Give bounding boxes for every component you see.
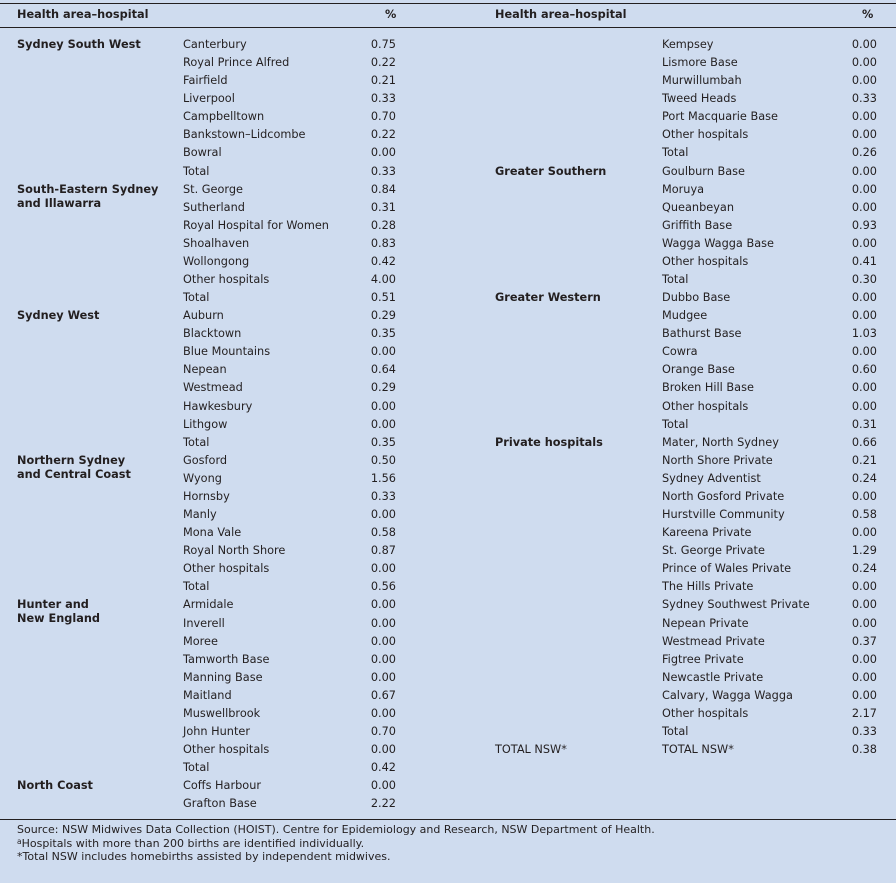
table-row <box>448 687 896 705</box>
hospital-name: Murwillumbah <box>662 74 742 88</box>
source-note: Source: NSW Midwives Data Collection (HOIST). Centre for Epidemiology and Research, NSW Department of Health. <box>17 823 655 836</box>
percent-value: 0.24 <box>851 562 877 576</box>
table-row <box>448 542 896 560</box>
hospital-name: Fairfield <box>183 74 228 88</box>
percent-value: 0.00 <box>851 164 877 178</box>
table-row <box>448 560 896 578</box>
hospital-name: Canterbury <box>183 38 247 51</box>
table-row <box>448 199 896 217</box>
table-row <box>448 271 896 289</box>
table-row <box>0 506 448 524</box>
hospital-name: Grafton Base <box>183 797 257 811</box>
percent-value: 0.00 <box>851 489 877 503</box>
health-area <box>495 163 606 179</box>
health-area-line: and Illawarra <box>17 196 102 210</box>
percent-value: 1.56 <box>370 471 396 485</box>
hospital-name: The Hills Private <box>662 580 754 594</box>
left-column <box>0 36 448 813</box>
percent-value: 0.21 <box>370 74 396 88</box>
table-row <box>448 578 896 596</box>
health-area <box>495 434 603 450</box>
hospital-name: Other hospitals <box>662 254 749 268</box>
footer-rule <box>0 819 896 820</box>
table-row <box>448 633 896 651</box>
percent-value: 0.58 <box>370 526 396 540</box>
hospital-name: Goulburn Base <box>662 164 746 178</box>
table-row <box>448 126 896 144</box>
table-row <box>448 235 896 253</box>
table-row <box>448 36 896 54</box>
hospital-name: Prince of Wales Private <box>662 562 792 576</box>
hospital-name: Muswellbrook <box>183 706 261 720</box>
table-row <box>448 452 896 470</box>
percent-value: 0.37 <box>851 634 877 648</box>
hospital-name: North Shore Private <box>662 453 773 467</box>
hospital-name: Inverell <box>183 616 225 630</box>
hospital-name: Bankstown–Lidcombe <box>183 128 306 142</box>
percent-value: 0.31 <box>851 417 877 431</box>
percent-value: 0.56 <box>370 580 396 594</box>
percent-value: 0.00 <box>851 345 877 359</box>
header-right-label: Health area–hospital <box>495 8 627 21</box>
hospital-name: Royal Hospital for Women <box>183 218 329 232</box>
health-area-line: Hunter and <box>17 598 89 612</box>
health-area-line: Greater Western <box>495 291 601 305</box>
right-column <box>448 36 896 759</box>
hospital-name: Wollongong <box>183 254 250 268</box>
percent-value: 0.83 <box>370 236 396 250</box>
health-area <box>495 289 601 305</box>
table-row <box>448 325 896 343</box>
hospital-name: St. George <box>183 182 243 196</box>
table-row <box>0 54 448 72</box>
health-area <box>17 307 99 323</box>
percent-value: 0.33 <box>370 164 396 178</box>
percent-value: 0.00 <box>370 598 396 612</box>
percent-value: 0.26 <box>851 146 877 160</box>
percent-value: 0.33 <box>851 724 877 738</box>
percent-value: 0.00 <box>851 580 877 594</box>
hospital-name: Other hospitals <box>662 128 749 142</box>
percent-value: 0.60 <box>851 363 877 377</box>
percent-value: 0.42 <box>370 761 396 775</box>
percent-value: 0.75 <box>370 38 396 51</box>
hospital-name: Broken Hill Base <box>662 381 754 395</box>
health-area-line: Northern Sydney <box>17 453 126 467</box>
table-row <box>0 651 448 669</box>
hospital-name: Calvary, Wagga Wagga <box>662 688 793 702</box>
hospital-name: Other hospitals <box>183 562 270 576</box>
percent-value: 0.00 <box>370 779 396 793</box>
table-row <box>448 217 896 235</box>
percent-value: 0.00 <box>370 743 396 757</box>
table-row <box>448 615 896 633</box>
percent-value: 0.00 <box>851 381 877 395</box>
hospital-name: Total <box>662 146 689 160</box>
hospital-name: Total <box>183 291 210 305</box>
percent-value: 0.21 <box>851 453 877 467</box>
percent-value: 0.58 <box>851 508 877 522</box>
percent-value: 0.67 <box>370 688 396 702</box>
table-row <box>0 325 448 343</box>
hospital-name: Total <box>183 164 210 178</box>
table-row <box>448 253 896 271</box>
percent-value: 0.24 <box>851 471 877 485</box>
percent-value: 0.35 <box>370 327 396 341</box>
table-row <box>0 343 448 361</box>
table-row <box>0 36 448 54</box>
table-row <box>0 560 448 578</box>
table-row <box>0 578 448 596</box>
table-row <box>448 144 896 162</box>
percent-value: 0.29 <box>370 381 396 395</box>
hospital-name: Port Macquarie Base <box>662 110 778 124</box>
table-row <box>0 108 448 126</box>
percent-value: 1.03 <box>851 327 877 341</box>
hospital-name: Other hospitals <box>662 399 749 413</box>
table-row <box>0 72 448 90</box>
percent-value: 0.51 <box>370 291 396 305</box>
table-row <box>0 253 448 271</box>
table-row <box>448 669 896 687</box>
hospital-name: Manly <box>183 508 217 522</box>
percent-value: 0.00 <box>851 291 877 305</box>
health-area-line: South-Eastern Sydney <box>17 182 159 196</box>
percent-value: 0.00 <box>370 652 396 666</box>
health-area-line: and Central Coast <box>17 467 131 481</box>
hospital-name: Newcastle Private <box>662 670 764 684</box>
percent-value: 0.00 <box>370 508 396 522</box>
table-row <box>0 759 448 777</box>
percent-value: 0.00 <box>851 38 877 51</box>
table-row <box>0 741 448 759</box>
table-row <box>0 196 448 217</box>
table-row <box>448 596 896 614</box>
percent-value: 0.00 <box>851 309 877 323</box>
hospital-name: Tamworth Base <box>183 652 270 666</box>
percent-value: 0.22 <box>370 56 396 70</box>
table-row <box>0 542 448 560</box>
hospital-name: Blacktown <box>183 327 242 341</box>
table-row <box>0 723 448 741</box>
table-row <box>448 289 896 307</box>
note-a-text: Hospitals with more than 200 births are identified individually. <box>21 836 365 850</box>
hospital-name: Liverpool <box>183 92 235 106</box>
hospital-name: Lismore Base <box>662 56 738 70</box>
percent-value: 0.00 <box>370 146 396 160</box>
hospital-name: Manning Base <box>183 670 263 684</box>
percent-value: 0.00 <box>370 417 396 431</box>
hospital-name: Orange Base <box>662 363 735 377</box>
percent-value: 0.28 <box>370 218 396 232</box>
note-a <box>17 837 655 851</box>
table-row <box>448 398 896 416</box>
hospital-name: North Gosford Private <box>662 489 785 503</box>
hospital-name: Total <box>662 273 689 287</box>
table-row <box>0 795 448 813</box>
table-row <box>0 398 448 416</box>
hospital-name: Total <box>183 761 210 775</box>
table-row <box>448 416 896 434</box>
hospital-name: Royal North Shore <box>183 544 286 558</box>
percent-value: 0.00 <box>851 670 877 684</box>
hospital-name: Sutherland <box>183 200 245 214</box>
health-area-line: TOTAL NSW* <box>495 743 567 757</box>
percent-value: 0.35 <box>370 435 396 449</box>
hospital-name: Sydney Adventist <box>662 471 761 485</box>
table-row <box>0 235 448 253</box>
table-row <box>0 434 448 452</box>
table-row <box>448 361 896 379</box>
table-row <box>0 163 448 181</box>
hospital-name: Wagga Wagga Base <box>662 236 774 250</box>
table-row <box>0 416 448 434</box>
table-row <box>448 343 896 361</box>
percent-value: 0.00 <box>370 399 396 413</box>
percent-value: 0.00 <box>851 74 877 88</box>
hospital-name: Other hospitals <box>183 743 270 757</box>
table-row <box>448 72 896 90</box>
table-row <box>0 524 448 542</box>
table-row <box>448 488 896 506</box>
hospital-name: Moree <box>183 634 218 648</box>
table-row <box>0 669 448 687</box>
table-row <box>0 271 448 289</box>
hospital-name: Hawkesbury <box>183 399 253 413</box>
hospital-name: Cowra <box>662 345 698 359</box>
table-row <box>448 108 896 126</box>
hospital-name: Queanbeyan <box>662 200 734 214</box>
hospital-name: Total <box>662 724 689 738</box>
header-right-percent: % <box>862 8 874 21</box>
hospital-name: Mona Vale <box>183 526 242 540</box>
table-row <box>448 524 896 542</box>
hospital-name: Hornsby <box>183 489 230 503</box>
hospital-name: Other hospitals <box>183 273 270 287</box>
percent-value: 0.33 <box>370 489 396 503</box>
percent-value: 0.66 <box>851 435 877 449</box>
table-row <box>0 705 448 723</box>
hospital-name: Dubbo Base <box>662 291 731 305</box>
hospital-name: Total <box>183 580 210 594</box>
percent-value: 0.38 <box>851 743 877 757</box>
percent-value: 0.87 <box>370 544 396 558</box>
table-row <box>448 470 896 488</box>
hospital-name: Hurstville Community <box>662 508 785 522</box>
hospital-name: Coffs Harbour <box>183 779 262 793</box>
table-row <box>0 361 448 379</box>
header-left-label: Health area–hospital <box>17 8 149 21</box>
table-row <box>0 488 448 506</box>
hospital-name: Westmead <box>183 381 243 395</box>
header-left-percent: % <box>385 8 397 21</box>
table-row <box>0 217 448 235</box>
percent-value: 0.00 <box>851 399 877 413</box>
percent-value: 0.00 <box>851 526 877 540</box>
health-area-line: North Coast <box>17 779 93 793</box>
footnotes <box>17 823 655 864</box>
percent-value: 0.70 <box>370 110 396 124</box>
table-row <box>448 741 896 759</box>
percent-value: 0.00 <box>851 688 877 702</box>
table-row <box>448 307 896 325</box>
health-area-line: Private hospitals <box>495 435 603 449</box>
percent-value: 0.00 <box>370 670 396 684</box>
hospital-name: Maitland <box>183 688 232 702</box>
hospital-name: Shoalhaven <box>183 236 250 250</box>
health-area-line: Sydney South West <box>17 38 141 51</box>
percent-value: 0.00 <box>851 56 877 70</box>
percent-value: 0.00 <box>370 562 396 576</box>
hospital-name: Nepean <box>183 363 227 377</box>
percent-value: 0.33 <box>370 92 396 106</box>
table-row <box>448 723 896 741</box>
table-row <box>448 506 896 524</box>
percent-value: 0.00 <box>370 345 396 359</box>
percent-value: 0.00 <box>851 128 877 142</box>
table-row <box>0 90 448 108</box>
hospital-name: Other hospitals <box>662 706 749 720</box>
percent-value: 0.84 <box>370 182 396 196</box>
table-row <box>0 289 448 307</box>
hospital-name: Wyong <box>183 471 222 485</box>
hospital-name: Westmead Private <box>662 634 765 648</box>
percent-value: 0.00 <box>851 110 877 124</box>
table-row <box>448 163 896 181</box>
hospital-name: Nepean Private <box>662 616 749 630</box>
health-area-line: Greater Southern <box>495 164 607 178</box>
percent-value: 0.42 <box>370 254 396 268</box>
percent-value: 0.00 <box>851 182 877 196</box>
percent-value: 0.00 <box>851 236 877 250</box>
hospital-name: Total <box>183 435 210 449</box>
percent-value: 0.22 <box>370 128 396 142</box>
table-row <box>0 777 448 795</box>
table-row <box>0 379 448 397</box>
percent-value: 0.70 <box>370 724 396 738</box>
percent-value: 0.00 <box>851 652 877 666</box>
table-row <box>0 126 448 144</box>
hospital-name: Royal Prince Alfred <box>183 56 290 70</box>
health-area <box>17 777 93 793</box>
percent-value: 0.41 <box>851 254 877 268</box>
hospital-name: Blue Mountains <box>183 345 271 359</box>
table-row <box>448 90 896 108</box>
hospital-name: St. George Private <box>662 544 765 558</box>
table-row <box>0 633 448 651</box>
table-row <box>0 615 448 633</box>
hospital-name: Armidale <box>183 598 234 612</box>
percent-value: 0.00 <box>851 616 877 630</box>
health-area <box>495 741 567 757</box>
table-row <box>448 705 896 723</box>
health-area-line: Sydney West <box>17 309 100 323</box>
percent-value: 1.29 <box>851 544 877 558</box>
table-row <box>0 144 448 162</box>
percent-value: 0.00 <box>370 634 396 648</box>
hospital-name: Bathurst Base <box>662 327 742 341</box>
hospital-name: Griffith Base <box>662 218 733 232</box>
table-row <box>448 54 896 72</box>
hospital-name: Campbelltown <box>183 110 265 124</box>
hospital-name: Gosford <box>183 453 228 467</box>
percent-value: 0.30 <box>851 273 877 287</box>
hospital-name: Mudgee <box>662 309 708 323</box>
percent-value: 0.00 <box>851 598 877 612</box>
table-row <box>448 434 896 452</box>
percent-value: 2.17 <box>851 706 877 720</box>
percent-value: 0.00 <box>370 616 396 630</box>
hospital-name: Kareena Private <box>662 526 752 540</box>
percent-value: 0.50 <box>370 453 396 467</box>
hospital-name: Kempsey <box>662 38 714 51</box>
table-row <box>448 379 896 397</box>
health-area-line: New England <box>17 612 100 626</box>
percent-value: 0.00 <box>851 200 877 214</box>
table-row <box>0 467 448 488</box>
table-row <box>0 687 448 705</box>
hospital-name: Lithgow <box>183 417 228 431</box>
note-star: *Total NSW includes homebirths assisted by independent midwives. <box>17 850 391 863</box>
percent-value: 0.29 <box>370 309 396 323</box>
percent-value: 0.93 <box>851 218 877 232</box>
hospital-name: Auburn <box>183 309 224 323</box>
percent-value: 0.33 <box>851 92 877 106</box>
health-area <box>17 36 141 52</box>
percent-value: 0.00 <box>370 706 396 720</box>
percent-value: 4.00 <box>370 273 396 287</box>
hospital-name: Moruya <box>662 182 705 196</box>
hospital-name: Total <box>662 417 689 431</box>
percent-value: 0.64 <box>370 363 396 377</box>
table-row <box>0 307 448 325</box>
hospital-name: TOTAL NSW* <box>662 743 734 757</box>
hospital-name: Figtree Private <box>662 652 744 666</box>
hospital-name: Sydney Southwest Private <box>662 598 810 612</box>
percent-value: 0.31 <box>370 200 396 214</box>
hospital-name: Tweed Heads <box>662 92 737 106</box>
table-row <box>448 181 896 199</box>
hospital-name: John Hunter <box>183 724 250 738</box>
hospital-name: Mater, North Sydney <box>662 435 779 449</box>
table-row <box>448 651 896 669</box>
hospital-name: Bowral <box>183 146 222 160</box>
percent-value: 2.22 <box>370 797 396 811</box>
note-a-mark: a <box>17 836 22 846</box>
